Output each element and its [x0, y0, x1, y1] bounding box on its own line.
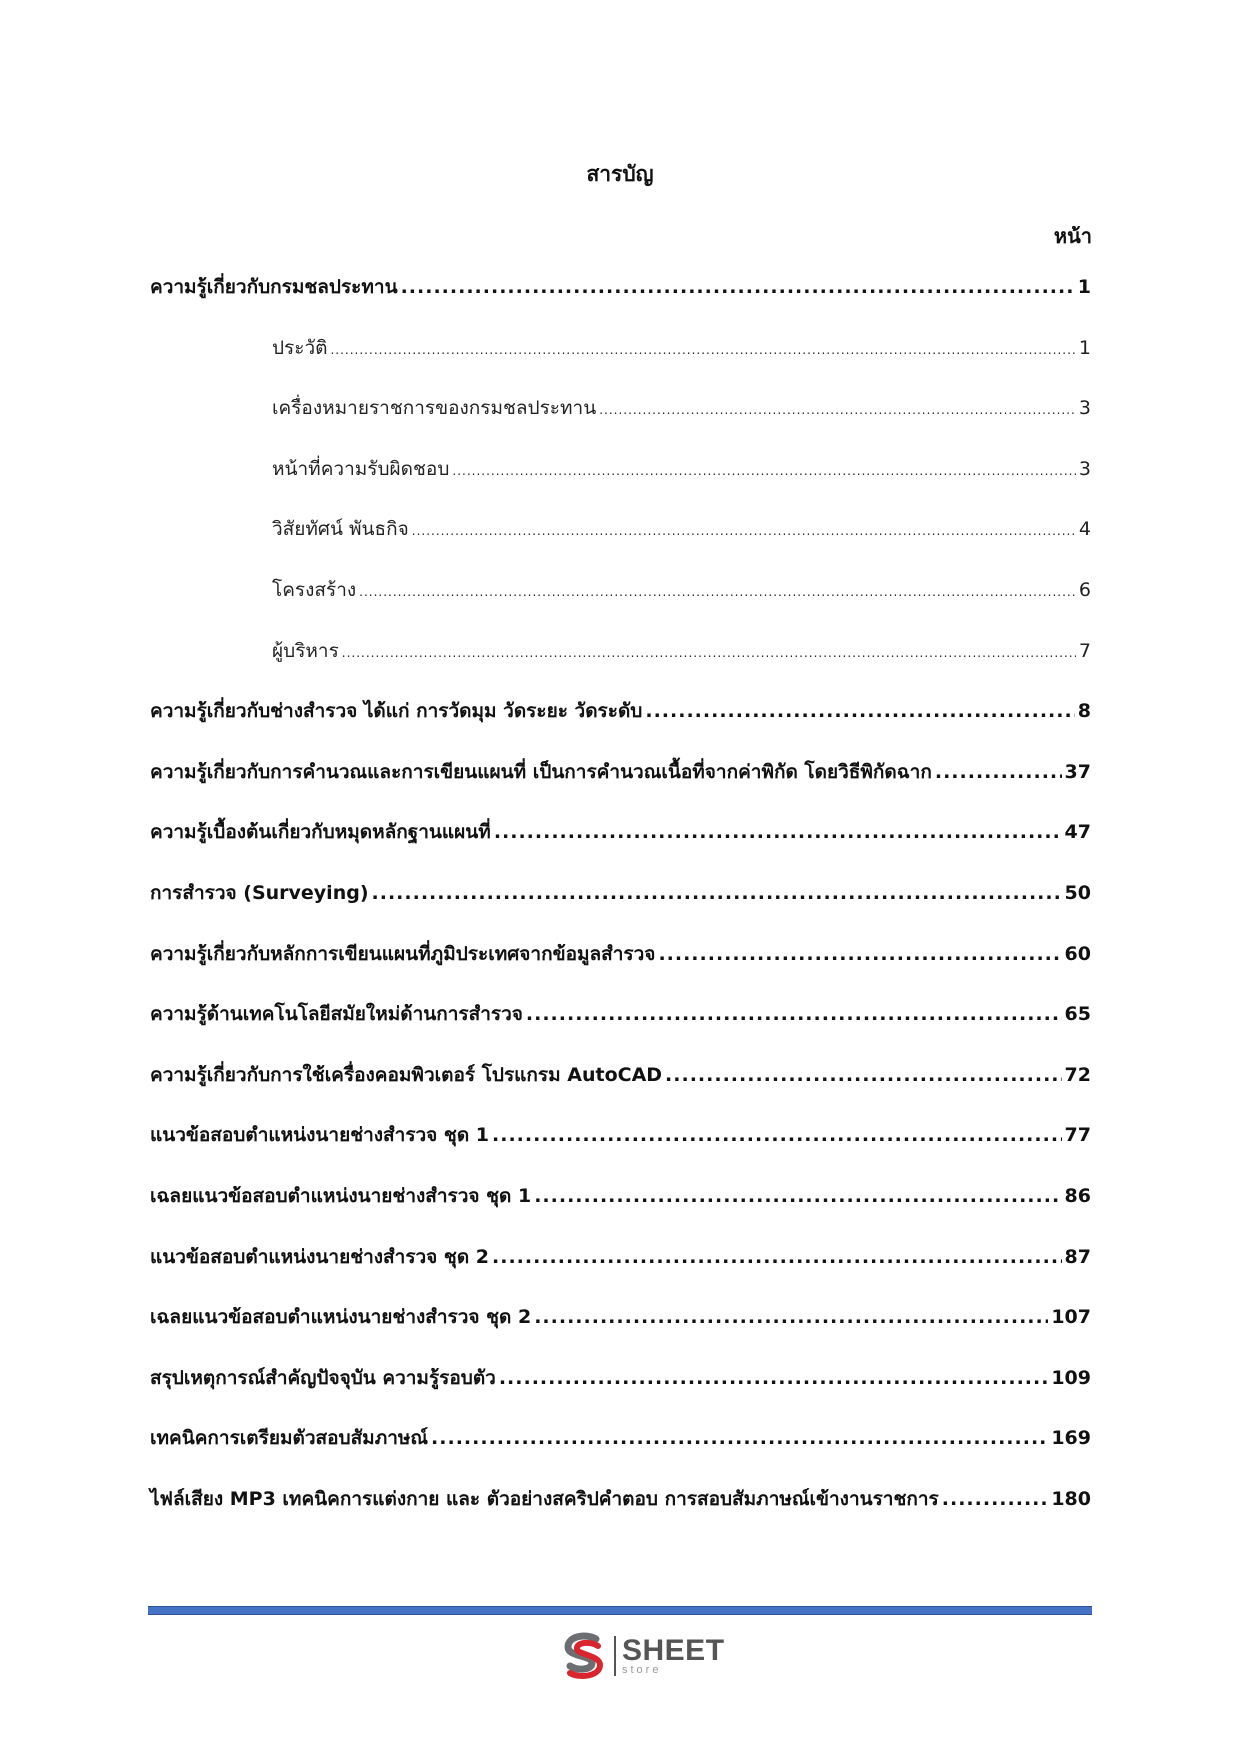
toc-entry-label: ผู้บริหาร: [272, 639, 339, 662]
toc-entry: [150, 1484, 1091, 1545]
toc-leader-dots: [372, 882, 1062, 904]
toc-entry-label: เฉลยแนวข้อสอบตำแหน่งนายช่างสำรวจ ชุด 1: [150, 1184, 532, 1207]
toc-leader-dots: [412, 518, 1076, 540]
toc-entry-label: วิสัยทัศน์ พันธกิจ: [272, 518, 409, 541]
toc-subentry: [150, 636, 1091, 697]
footer-rule: [148, 1606, 1092, 1615]
logo-word: SHEET: [622, 1634, 725, 1667]
toc-entry-label: การสำรวจ (Surveying): [150, 881, 369, 904]
toc-entry-label: ความรู้เกี่ยวกับกรมชลประทาน: [150, 276, 398, 298]
toc-leader-dots: [645, 700, 1074, 722]
toc-page-number: 180: [1051, 1487, 1091, 1510]
toc-entry-label: ความรู้เกี่ยวกับช่างสำรวจ ได้แก่ การวัดมุม วัดระยะ วัดระดับ: [150, 700, 643, 723]
toc-entry-label: ประวัติ: [272, 336, 328, 359]
toc-page-number: 169: [1051, 1427, 1091, 1450]
toc-entry: [150, 1060, 1091, 1121]
toc-entry-label: เทคนิคการเตรียมตัวสอบสัมภาษณ์: [150, 1427, 429, 1450]
toc-leader-dots: [401, 276, 1075, 298]
toc-entry: [150, 1363, 1091, 1424]
sheet-store-logo: [558, 1630, 725, 1682]
toc-entry: [150, 878, 1091, 939]
toc-page-number: 72: [1064, 1063, 1091, 1086]
toc-page-number: 6: [1078, 578, 1091, 601]
toc-page-number: 3: [1078, 457, 1091, 480]
toc-page-number: 65: [1064, 1003, 1091, 1026]
toc-page-number: 47: [1064, 821, 1091, 844]
toc-entry: [150, 999, 1091, 1060]
toc-page-number: 1: [1077, 276, 1091, 298]
toc-subentry: [150, 514, 1091, 575]
toc-leader-dots: [330, 337, 1075, 359]
toc-entry-label: ความรู้เกี่ยวกับการใช้เครื่องคอมพิวเตอร์ โปรแกรม AutoCAD: [150, 1063, 663, 1086]
toc-entry-label: หน้าที่ความรับผิดชอบ: [272, 457, 450, 480]
toc-entry: [150, 757, 1091, 818]
toc-entry-label: สรุปเหตุการณ์สำคัญปัจจุบัน ความรู้รอบตัว: [150, 1366, 496, 1389]
toc-leader-dots: [431, 1427, 1048, 1449]
toc-leader-dots: [342, 640, 1076, 662]
toc-entry-label: ความรู้เบื้องต้นเกี่ยวกับหมุดหลักฐานแผนที่: [150, 821, 491, 844]
toc-page-number: 87: [1064, 1245, 1091, 1268]
toc-subentry: [150, 575, 1091, 636]
toc-leader-dots: [359, 579, 1076, 601]
toc-leader-dots: [534, 1185, 1061, 1207]
toc-entry-label: แนวข้อสอบตำแหน่งนายช่างสำรวจ ชุด 2: [150, 1245, 490, 1268]
toc-leader-dots: [935, 761, 1062, 783]
logo-subword: store: [622, 1664, 662, 1676]
toc-page-number: 4: [1078, 518, 1091, 541]
toc-page-number: 3: [1078, 397, 1091, 420]
logo-text: [622, 1636, 725, 1676]
toc-leader-dots: [942, 1488, 1049, 1510]
toc-entry-label: แนวข้อสอบตำแหน่งนายช่างสำรวจ ชุด 1: [150, 1124, 490, 1147]
toc-leader-dots: [452, 458, 1076, 480]
toc-entry: [150, 1120, 1091, 1181]
toc-leader-dots: [599, 397, 1076, 419]
toc-subentry: [150, 333, 1091, 394]
toc-subentry: [150, 393, 1091, 454]
toc-leader-dots: [534, 1306, 1048, 1328]
toc-entry-label: ความรู้เกี่ยวกับหลักการเขียนแผนที่ภูมิประเทศจากข้อมูลสำรวจ: [150, 942, 656, 965]
toc-page-number: 50: [1064, 881, 1091, 904]
page-column-label: หน้า: [1053, 224, 1092, 248]
toc-page-number: 107: [1051, 1306, 1091, 1329]
toc-entry: [150, 1302, 1091, 1363]
toc-entry-label: โครงสร้าง: [272, 578, 357, 601]
toc-entry: [150, 1242, 1091, 1303]
toc-entry: [150, 1423, 1091, 1484]
toc-leader-dots: [658, 943, 1061, 965]
toc-leader-dots: [492, 1246, 1062, 1268]
toc-page-number: 1: [1078, 336, 1091, 359]
toc-page-number: 7: [1078, 639, 1091, 662]
toc-leader-dots: [665, 1064, 1062, 1086]
toc-page-number: 77: [1064, 1124, 1091, 1147]
toc-entry-label: ไฟล์เสียง MP3 เทคนิคการแต่งกาย และ ตัวอย่างสคริปคำตอบ การสอบสัมภาษณ์เข้างานราชการ: [150, 1487, 939, 1510]
toc-leader-dots: [499, 1367, 1048, 1389]
toc-entry: [150, 696, 1091, 757]
toc-page-number: 60: [1064, 942, 1091, 965]
toc-entry-label: ความรู้เกี่ยวกับการคำนวณและการเขียนแผนที่ เป็นการคำนวณเนื้อที่จากค่าพิกัด โดยวิธีพิกัดฉาก: [150, 760, 932, 783]
toc-entry-label: เฉลยแนวข้อสอบตำแหน่งนายช่างสำรวจ ชุด 2: [150, 1306, 532, 1329]
toc-entry: [150, 272, 1091, 333]
toc-leader-dots: [526, 1003, 1062, 1025]
logo-separator: [614, 1636, 616, 1676]
table-of-contents: [150, 272, 1091, 1544]
toc-entry: [150, 1181, 1091, 1242]
toc-entry-label: เครื่องหมายราชการของกรมชลประทาน: [272, 397, 597, 420]
toc-leader-dots: [492, 1124, 1062, 1146]
sheet-store-logo-icon: [558, 1630, 610, 1682]
toc-page-number: 109: [1051, 1366, 1091, 1389]
toc-entry-label: ความรู้ด้านเทคโนโลยีสมัยใหม่ด้านการสำรวจ: [150, 1003, 523, 1026]
toc-page-number: 8: [1077, 700, 1091, 723]
toc-leader-dots: [494, 821, 1062, 843]
toc-entry: [150, 817, 1091, 878]
toc-page-number: 86: [1064, 1184, 1091, 1207]
toc-entry: [150, 939, 1091, 1000]
toc-title: สารบัญ: [586, 162, 654, 186]
toc-page-number: 37: [1064, 760, 1091, 783]
toc-subentry: [150, 454, 1091, 515]
